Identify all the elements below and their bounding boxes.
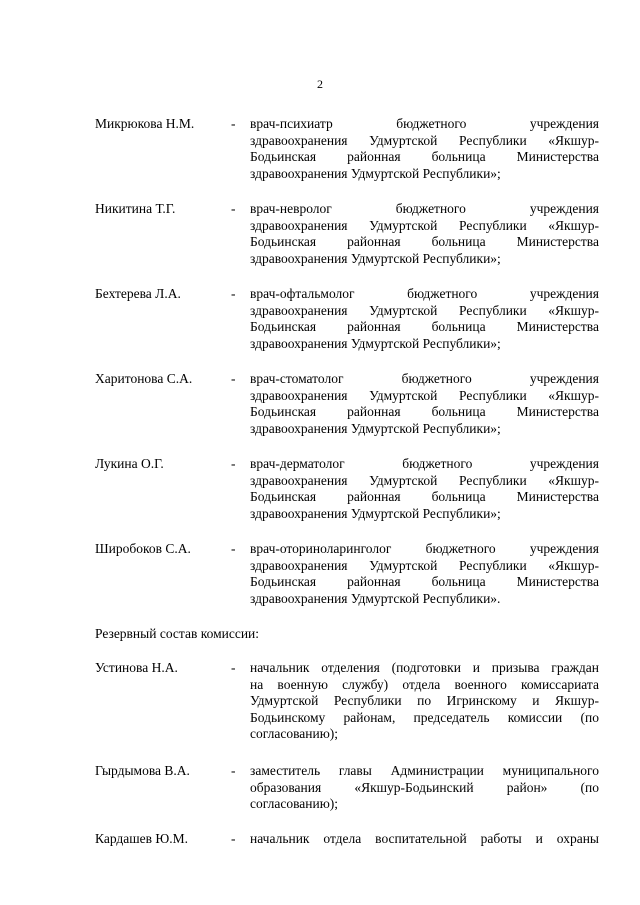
description-line: начальник отдела воспитательной работы и охраны <box>250 831 599 846</box>
member-description <box>250 456 599 522</box>
dash-separator: - <box>231 201 236 216</box>
member-name: Бехтерева Л.А. <box>95 286 181 301</box>
member-description <box>250 541 599 607</box>
description-line: здравоохранения Удмуртской Республики»; <box>250 250 501 266</box>
member-description <box>250 116 599 182</box>
description-line: Бодьинская районная больница Министерства <box>250 574 599 589</box>
member-name: Лукина О.Г. <box>95 456 164 471</box>
description-line: врач-дерматолог бюджетного учреждения <box>250 456 599 471</box>
description-line: здравоохранения Удмуртской Республики». <box>250 590 501 606</box>
description-line: Бодьинская районная больница Министерства <box>250 319 599 334</box>
description-line: на военную службу) отдела военного комиссариата <box>250 676 599 692</box>
member-entry <box>0 541 640 621</box>
description-line: заместитель главы Администрации муниципального <box>250 763 599 778</box>
member-description <box>250 371 599 437</box>
dash-separator: - <box>231 831 236 846</box>
description-line: врач-психиатр бюджетного учреждения <box>250 116 599 131</box>
member-name: Микрюкова Н.М. <box>95 116 195 131</box>
description-line: здравоохранения Удмуртской Республики «Якшур- <box>250 472 599 488</box>
member-name: Широбоков С.А. <box>95 541 191 556</box>
description-line: врач-офтальмолог бюджетного учреждения <box>250 286 599 301</box>
description-line: здравоохранения Удмуртской Республики»; <box>250 165 501 181</box>
member-name: Никитина Т.Г. <box>95 201 176 216</box>
member-name: Кардашев Ю.М. <box>95 831 189 846</box>
description-line: здравоохранения Удмуртской Республики «Якшур- <box>250 302 599 318</box>
member-description <box>250 286 599 352</box>
member-entry <box>0 456 640 536</box>
reserve-heading: Резервный состав комиссии: <box>95 626 260 641</box>
description-line: Бодьинская районная больница Министерства <box>250 234 599 249</box>
description-line: здравоохранения Удмуртской Республики»; <box>250 505 501 521</box>
description-line: согласованию); <box>250 726 339 741</box>
dash-separator: - <box>231 286 236 301</box>
dash-separator: - <box>231 763 236 778</box>
dash-separator: - <box>231 660 236 675</box>
dash-separator: - <box>231 116 236 131</box>
member-description <box>250 660 599 743</box>
description-line: согласованию); <box>250 796 339 811</box>
description-line: здравоохранения Удмуртской Республики «Якшур- <box>250 132 599 148</box>
description-line: Бодьинская районная больница Министерства <box>250 404 599 419</box>
description-line: Бодьинская районная больница Министерства <box>250 489 599 504</box>
member-entry <box>0 116 640 196</box>
description-line: Удмуртской Республики по Игринскому и Якшур- <box>250 693 599 708</box>
member-description <box>250 831 599 848</box>
member-entry <box>0 371 640 451</box>
member-description <box>250 201 599 267</box>
member-name: Гырдымова В.А. <box>95 763 190 778</box>
dash-separator: - <box>231 456 236 471</box>
description-line: здравоохранения Удмуртской Республики «Якшур- <box>250 387 599 403</box>
reserve-member-entry <box>0 660 640 760</box>
reserve-member-entry <box>0 763 640 823</box>
member-description <box>250 763 599 813</box>
member-entry <box>0 201 640 281</box>
dash-separator: - <box>231 371 236 386</box>
description-line: здравоохранения Удмуртской Республики «Якшур- <box>250 217 599 233</box>
description-line: здравоохранения Удмуртской Республики «Якшур- <box>250 557 599 573</box>
reserve-member-entry <box>0 831 640 851</box>
description-line: врач-стоматолог бюджетного учреждения <box>250 371 599 386</box>
description-line: начальник отделения (подготовки и призыва граждан <box>250 660 599 675</box>
description-line: здравоохранения Удмуртской Республики»; <box>250 335 501 351</box>
member-name: Устинова Н.А. <box>95 660 178 675</box>
description-line: Бодьинскому районам, председатель комиссии (по <box>250 709 599 725</box>
member-entry <box>0 286 640 366</box>
page-number: 2 <box>317 77 323 91</box>
member-name: Харитонова С.А. <box>95 371 193 386</box>
description-line: врач-оториноларинголог бюджетного учреждения <box>250 541 599 556</box>
description-line: здравоохранения Удмуртской Республики»; <box>250 420 501 436</box>
description-line: врач-невролог бюджетного учреждения <box>250 201 599 216</box>
dash-separator: - <box>231 541 236 556</box>
description-line: Бодьинская районная больница Министерства <box>250 149 599 164</box>
description-line: образования «Якшур-Бодьинский район» (по <box>250 779 599 795</box>
